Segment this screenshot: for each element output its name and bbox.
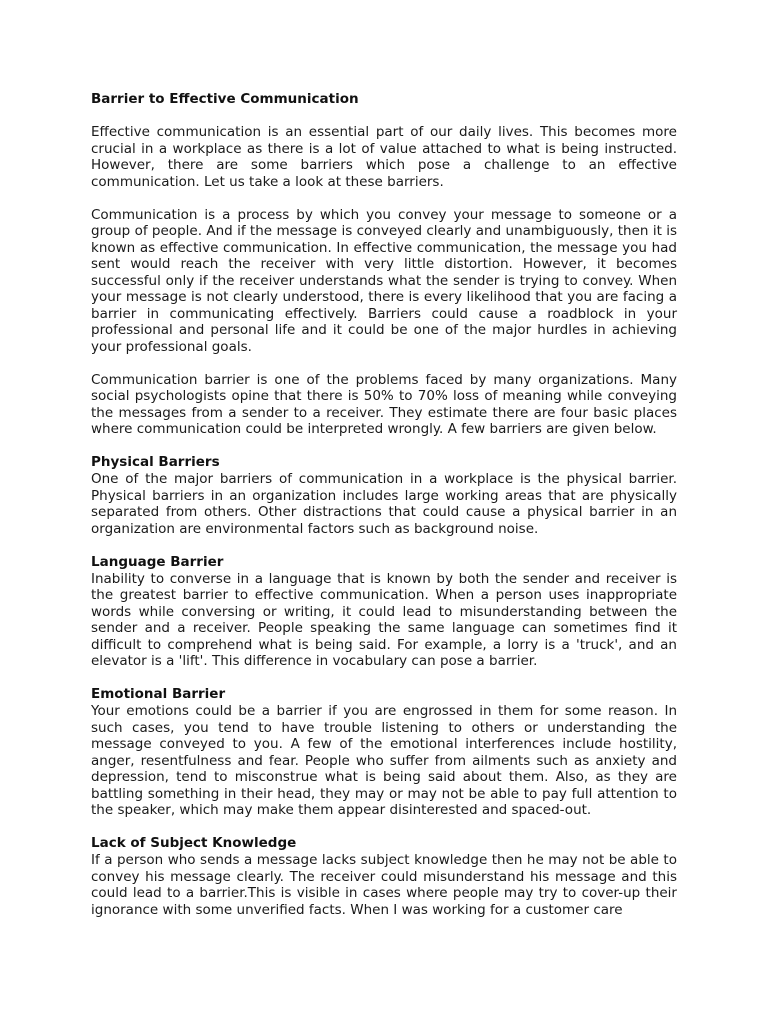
section-heading: Language Barrier xyxy=(91,553,224,570)
section-language-barrier xyxy=(91,554,677,670)
section-lack-of-subject-knowledge xyxy=(91,835,677,918)
section-body: Inability to converse in a language that is known by both the sender and receiver is the greatest barrier to effective communication. When a person uses inappropriate words while conversing or writing, it could lead to misunderstanding between the sender and a receiver. People speaking the same language can sometimes find it difficult to comprehend what is being said. For example, a lorry is a 'truck', and an elevator is a 'lift'. This difference in vocabulary can pose a barrier. xyxy=(91,570,677,669)
section-heading: Physical Barriers xyxy=(91,454,220,470)
section-physical-barriers xyxy=(91,454,677,537)
section-body: One of the major barriers of communication in a workplace is the physical barrier. Physical barriers in an organization includes large working areas that are physically separated from others. Other distractions that could cause a physical barrier in an organization are environmental factors such as background noise. xyxy=(91,471,677,537)
intro-paragraph-1: Effective communication is an essential part of our daily lives. This becomes more crucial in a workplace as there is a lot of value attached to what is being instructed. However, there are some barriers which pose a challenge to an effective communication. Let us take a look at these barriers. xyxy=(91,124,677,190)
section-body: Your emotions could be a barrier if you are engrossed in them for some reason. In such cases, you tend to have trouble listening to others or understanding the message conveyed to you. A few of the emotional interferences include hostility, anger, resentfulness and fear. People who suffer from ailments such as anxiety and depression, tend to misconstrue what is being said about them. Also, as they are battling something in their head, they may or may not be able to pay full attention to the speaker, which may make them appear disinterested and spaced-out. xyxy=(91,703,677,818)
section-body: If a person who sends a message lacks subject knowledge then he may not be able to convey his message clearly. The receiver could misunderstand his message and this could lead to a barrier.This is visible in cases where people may try to cover-up their ignorance with some unverified facts. When I was working for a customer care xyxy=(91,852,677,918)
document-page xyxy=(91,91,677,935)
section-heading: Emotional Barrier xyxy=(91,686,226,702)
intro-paragraph-2: Communication is a process by which you convey your message to someone or a group of people. And if the message is conveyed clearly and unambiguously, then it is known as effective communication. In effective communication, the message you had sent would reach the receiver with very little distortion. However, it becomes successful only if the receiver understands what the sender is trying to convey. When your message is not clearly understood, there is every likelihood that you are facing a barrier in communicating effectively. Barriers could cause a roadblock in your professional and personal life and it could be one of the major hurdles in achieving your professional goals. xyxy=(91,206,677,355)
document-title: Barrier to Effective Communication xyxy=(91,91,359,107)
section-heading: Lack of Subject Knowledge xyxy=(91,835,297,851)
section-emotional-barrier xyxy=(91,686,677,819)
intro-paragraph-3: Communication barrier is one of the problems faced by many organizations. Many social psychologists opine that there is 50% to 70% loss of meaning while conveying the messages from a sender to a receiver. They estimate there are four basic places where communication could be interpreted wrongly. A few barriers are given below. xyxy=(91,371,677,437)
